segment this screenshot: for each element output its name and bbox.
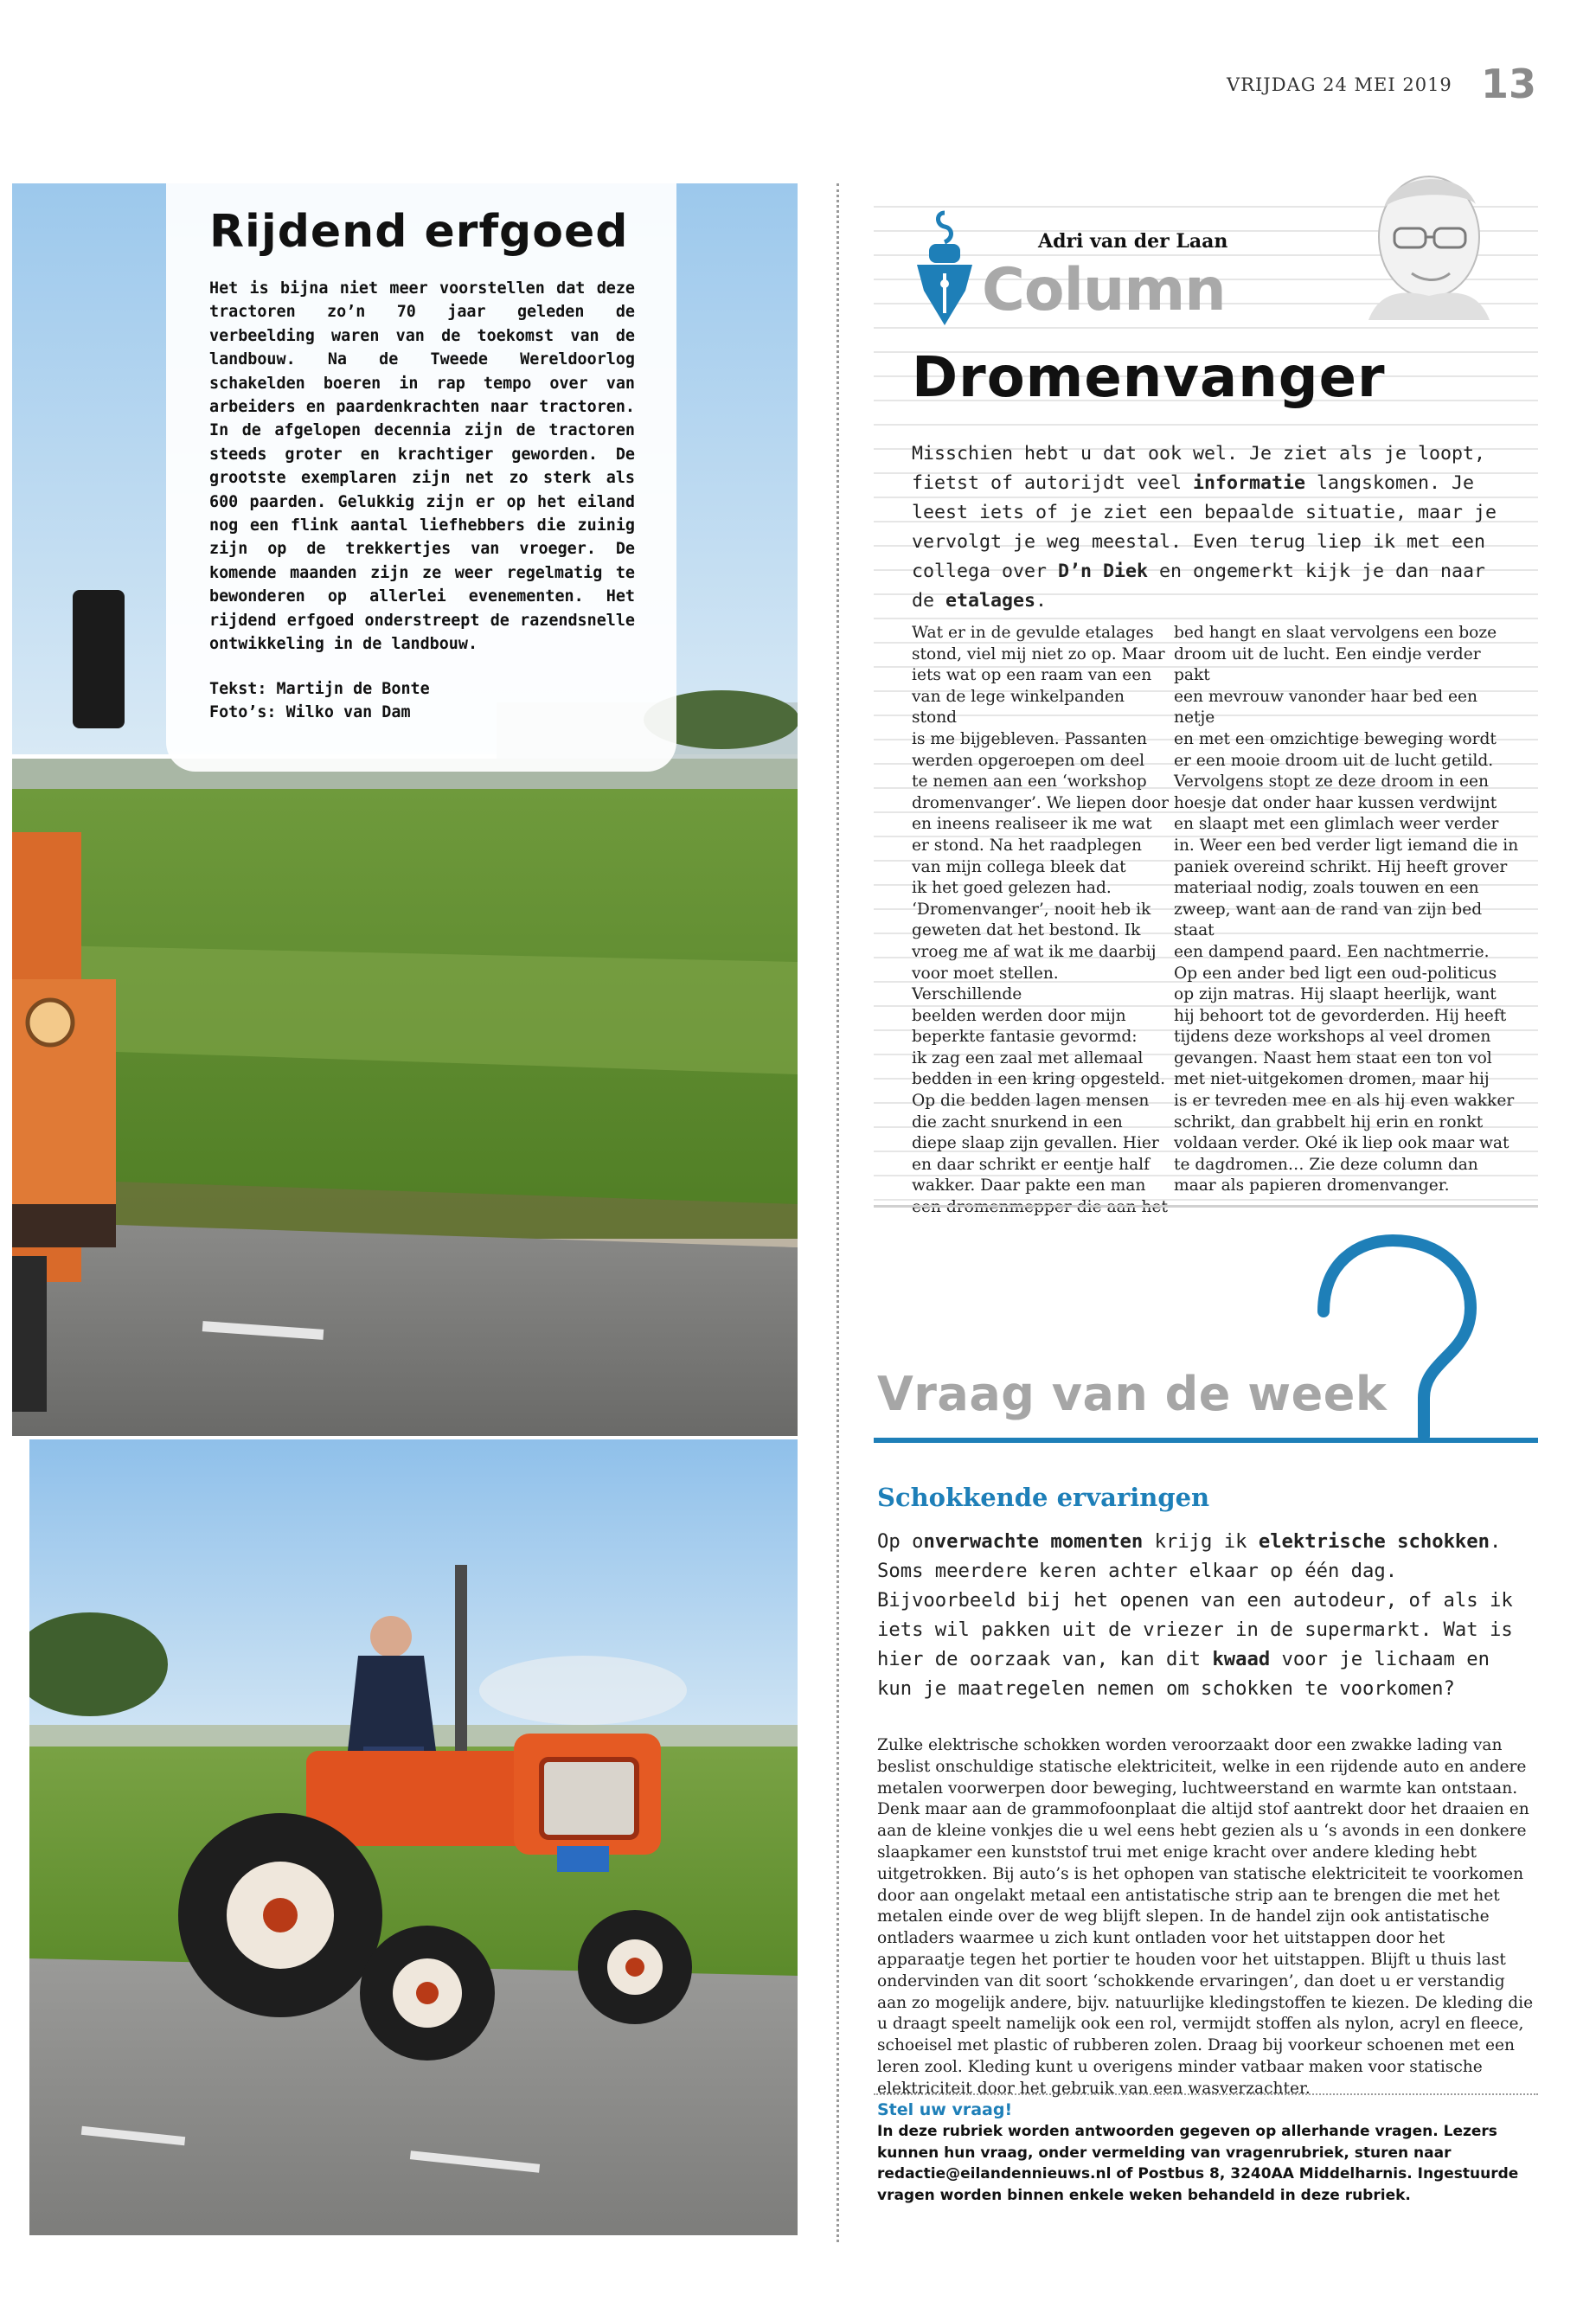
intro-body: Het is bijna niet meer voorstellen dat deze tractoren zo’n 70 jaar geleden de verbeelding waren van de toekomst van de landbouw. Na de Tweede Wereldoorlog schakelden boeren in rap tempo over van arbeiders en paardenkrachten naar tractoren. In de afgelopen decennia zijn de tractoren steeds groter en krachtiger geworden. De grootste exemplaren zijn net zo sterk als 600 paarden. Gelukkig zijn er op het eiland nog een flink aantal liefhebbers die zuinig zijn op de trekkertjes van vroeger. De komende maanden zijn ze weer regelmatig te bewonderen op allerlei evenementen. Het rijdend erfgoed onderstreept de razendsnelle ontwikkeling in de landbouw. <box>209 279 635 654</box>
reader-question <box>877 1527 1535 1703</box>
lead-text: Misschien hebt u dat ook wel. Je ziet als je loopt, fietst of autorijdt veel <box>912 443 1486 494</box>
column-bottom-rule <box>874 1205 1538 1208</box>
column-author: Adri van der Laan <box>1038 230 1228 253</box>
question-subheading: Schokkende ervaringen <box>877 1483 1210 1512</box>
cta-title: Stel uw vraag! <box>877 2100 1013 2119</box>
column-label: Column <box>982 256 1226 324</box>
issue-date: VRIJDAG 24 MEI 2019 <box>1227 74 1452 95</box>
credit-text: Tekst: Martijn de Bonte <box>209 679 430 698</box>
credit-photo: Foto’s: Wilko van Dam <box>209 702 411 721</box>
tractor-photo-bottom <box>29 1439 798 2235</box>
lead-text: en ongemerkt kijk je dan naar de <box>912 561 1486 612</box>
question-text: . Soms meerdere keren achter elkaar op één dag. Bijvoorbeeld bij het openen van een autodeur, of als ik iets wil pakken uit de vriezer in de supermarkt. Wat is hier de oorzaak van, kan dit <box>877 1530 1513 1670</box>
lead-bold: etalages <box>945 590 1036 612</box>
lead-text: . <box>1035 590 1048 612</box>
cta-body: In deze rubriek worden antwoorden gegeven op allerhande vragen. Lezers kunnen hun vraag, onder vermelding van vragenrubriek, sturen naar redactie@eilandennieuws.nl of Postbus 8, 3240AA Middelharnis. Ingestuurde vragen worden binnen enkele weken behandeld in deze rubriek. <box>877 2123 1519 2204</box>
column-text-col2: bed hangt en slaat vervolgens een boze droom uit de lucht. Een eindje verder pakt een mevrouw vanonder haar bed een netje en met een omzichtige beweging wordt er een mooie droom uit de lucht getild. Vervolgens stopt ze deze droom in een hoesje dat onder haar kussen verdwijnt en slaapt met een glimlach weer verder in. Weer een bed verder ligt iemand die in paniek overeind schrikt. Hij heeft grover materiaal nodig, zoals touwen en een zweep, want aan de rand van zijn bed staat een dampend paard. Een nachtmerrie. Op een ander bed ligt een oud-politicus op zijn matras. Hij slaapt heerlijk, want hij behoort tot de gevorderden. Hij heeft tijdens deze workshops al veel dromen gevangen. Naast hem staat een ton vol met niet-uitgekomen dromen, maar hij is er tevreden mee en als hij even wakker schrikt, dan grabbelt hij erin en ronkt voldaan verder. Oké ik liep ook maar wat te dagdromen… Zie deze column dan maar als papieren dromenvanger. <box>1174 624 1519 1195</box>
question-answer: Zulke elektrische schokken worden veroorzaakt door een zwakke lading van beslist onschuldige statische elektriciteit, welke in een rijdende auto en andere metalen voorwerpen door beweging, luchtweerstand en warmte kan ontstaan. Denk maar aan de grammofoonplaat die altijd stof aantrekt door het draaien en aan de kleine vonkjes die u wel eens hebt gezien als u ‘s avonds in een donkere slaapkamer een kunststof trui met enige kracht over andere kleding hebt uitgetrokken. Bij auto’s is het ophopen van statische elektriciteit te voorkomen door aan ongelakt metaal een antistatische strip aan te brengen die met het metalen einde over de weg blijft slepen. In de handel zijn ook antistatische ontladers waarmee u zich kunt ontladen voor het uitstappen door het apparaatje tegen het portier te houden voor het uitstappen. Blijft u thuis last ondervinden van dit soort ‘schokkende ervaringen’, dan doet u er verstandig aan zo mogelijk andere, bijv. natuurlijke kledingstoffen te kiezen. De kleding die u draagt speelt namelijk ook een rol, vermijdt stoffen als nylon, acryl en fleece, schoeisel met plastic of rubberen zolen. Draag bij voorkeur schoenen met een leren zool. Kleding kunt u overigens minder vatbaar maken voor statische elektriciteit door het gebruik van een wasverzachter. <box>877 1736 1534 2098</box>
lead-bold: informatie <box>1193 472 1306 494</box>
lead-bold: D’n Diek <box>1058 561 1149 582</box>
tractor-photo-bottom-illustration <box>29 1439 798 2235</box>
question-text: krijg ik <box>1143 1530 1259 1553</box>
question-bold: nverwachte momenten <box>923 1530 1144 1553</box>
question-heading: Vraag van de week <box>877 1367 1388 1421</box>
intro-title: Rijdend erfgoed <box>209 206 629 258</box>
question-bold: kwaad <box>1212 1648 1271 1670</box>
intro-credits <box>209 677 635 725</box>
author-portrait <box>1349 147 1505 320</box>
column-title: Dromenvanger <box>912 346 1386 410</box>
column-divider <box>836 183 839 2242</box>
cta-separator <box>874 2093 1538 2095</box>
intro-box <box>166 183 676 772</box>
column-text-col1: Wat er in de gevulde etalages stond, viel mij niet zo op. Maar iets wat op een raam van een van de lege winkelpanden stond is me bijgebleven. Passanten werden opgeroepen om deel te nemen aan een ‘workshop dromenvanger’. We liepen door en ineens realiseer ik me wat er stond. Na het raadplegen van mijn collega bleek dat ik het goed gelezen had. ‘Dromenvanger’, nooit heb ik geweten dat het bestond. Ik vroeg me af wat ik me daarbij voor moet stellen. Verschillende beelden werden door mijn beperkte fantasie gevormd: ik zag een zaal met allemaal bedden in een kring opgesteld. Op die bedden lagen mensen die zacht snurkend in een diepe slaap zijn gevallen. Hier en daar schrikt er eentje half wakker. Daar pakte een man <box>912 624 1170 1195</box>
question-text: Op o <box>877 1530 924 1553</box>
question-text: voor je lichaam en kun je maatregelen nemen om schokken te voorkomen? <box>877 1648 1490 1700</box>
page-number: 13 <box>1481 61 1537 107</box>
question-bold: elektrische schokken <box>1258 1530 1490 1553</box>
column-lead <box>912 439 1517 616</box>
lead-text: langskomen. Je leest iets of je ziet een bepaalde situatie, maar je vervolgt je weg meestal. Even terug liep ik met een collega over <box>912 472 1497 582</box>
pen-mouse-icon <box>910 204 979 334</box>
